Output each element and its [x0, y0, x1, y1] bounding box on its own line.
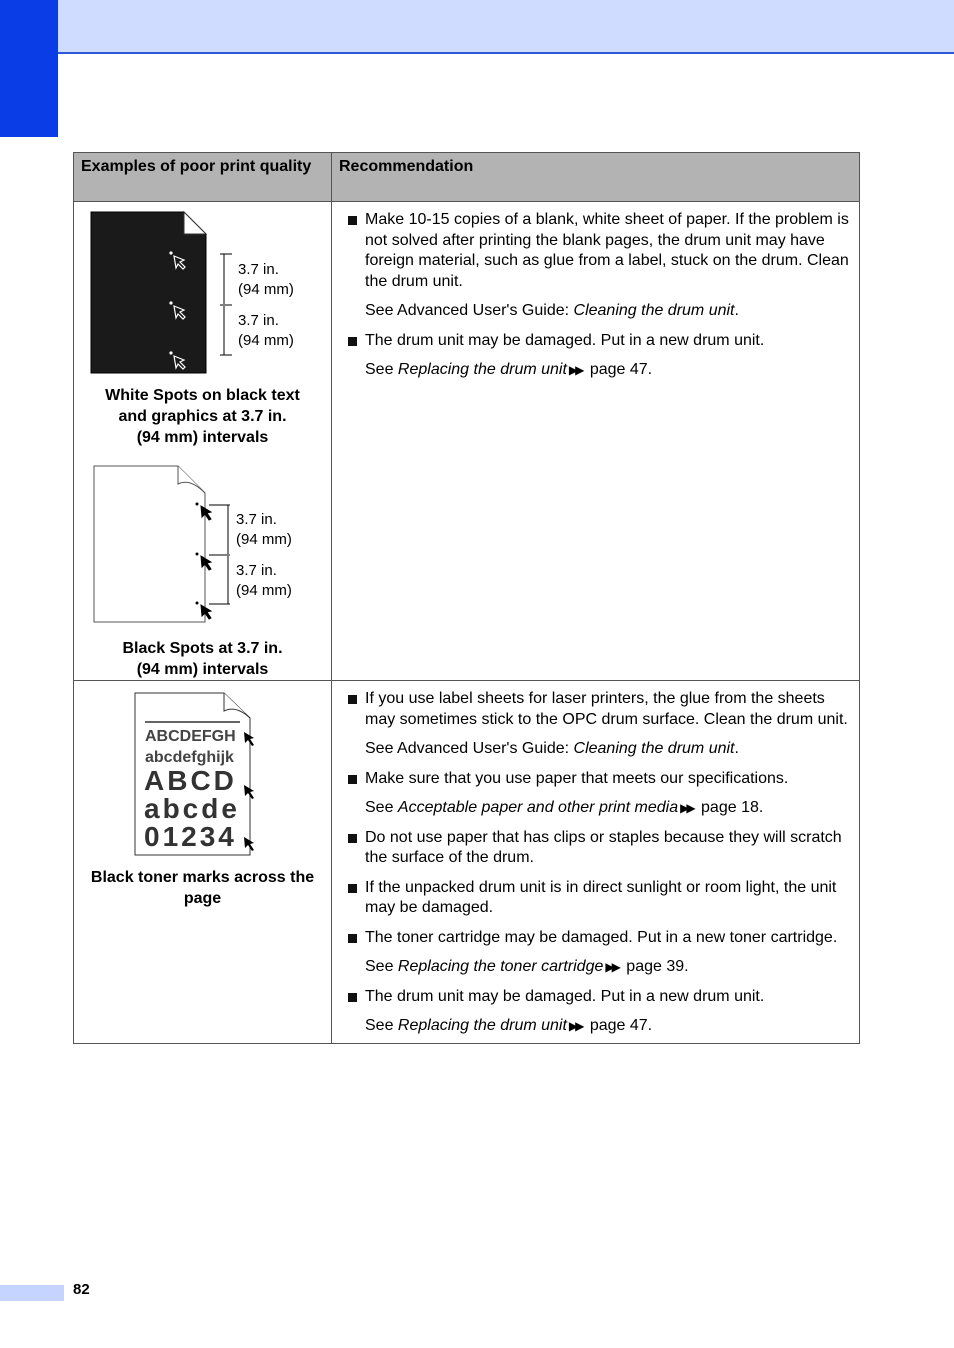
- page-reference[interactable]: page 47.: [589, 361, 653, 378]
- caption-line: and graphics at 3.7 in.: [118, 408, 287, 425]
- footer-bar: [0, 1285, 64, 1301]
- caption-line: page: [183, 890, 222, 907]
- see-reference: [346, 957, 849, 978]
- examples-cell: [74, 681, 332, 1044]
- header-examples: Examples of poor print quality: [74, 153, 332, 202]
- see-text: See Advanced User's Guide:: [365, 740, 574, 757]
- reference-link[interactable]: Replacing the toner cartridge: [397, 958, 604, 975]
- caption-line: (94 mm) intervals: [136, 661, 269, 678]
- list-item: Make sure that you use paper that meets our specifications.: [346, 769, 849, 790]
- list-item: If you use label sheets for laser printers, the glue from the sheets may sometimes stick to the OPC drum surface. Clean the drum unit.: [346, 689, 849, 730]
- see-text: See: [365, 958, 398, 975]
- sample-text: 01234: [144, 821, 237, 852]
- table-header-row: [74, 153, 860, 202]
- caption-line: Black toner marks across the: [90, 869, 315, 886]
- double-arrow-icon: ▶▶: [680, 801, 693, 815]
- dimension-lines: [220, 254, 232, 355]
- toner-marks-illustration: [74, 681, 315, 861]
- dimension-label: 3.7 in.: [238, 312, 279, 329]
- list-item: The drum unit may be damaged. Put in a new drum unit.: [346, 987, 849, 1008]
- dimension-label: 3.7 in.: [238, 261, 279, 278]
- dimension-label: (94 mm): [236, 582, 292, 599]
- caption-line: (94 mm) intervals: [136, 429, 269, 446]
- sample-text: ABCD: [144, 765, 237, 796]
- table-row: [74, 681, 860, 1044]
- dimension-lines: [209, 505, 230, 604]
- dimension-label: (94 mm): [238, 332, 294, 349]
- examples-cell: [74, 202, 332, 681]
- see-reference: [346, 301, 849, 322]
- caption-line: Black Spots at 3.7 in.: [122, 640, 283, 657]
- black-spots-illustration: [74, 462, 315, 632]
- see-text: See: [365, 1017, 398, 1034]
- double-arrow-icon: ▶▶: [568, 363, 582, 377]
- recommendation-cell: [332, 681, 860, 1044]
- recommendation-cell: [332, 202, 860, 681]
- see-reference: [346, 1016, 849, 1037]
- dimension-label: (94 mm): [236, 531, 292, 548]
- reference-link[interactable]: Cleaning the drum unit: [573, 302, 735, 319]
- see-text: .: [734, 302, 739, 319]
- dimension-label: (94 mm): [238, 281, 294, 298]
- see-text: See Advanced User's Guide:: [365, 302, 574, 319]
- reference-link[interactable]: Replacing the drum unit: [397, 1017, 567, 1034]
- chapter-tab: [0, 0, 58, 137]
- double-arrow-icon: ▶▶: [568, 1019, 582, 1033]
- print-quality-table: [73, 152, 860, 1044]
- sample-text: abcdefghijk: [145, 749, 234, 766]
- list-item: Make 10-15 copies of a blank, white sheet of paper. If the problem is not solved after printing the blank pages, the drum unit may have foreign material, such as glue from a label, stuck on the drum. Clean the drum unit.: [346, 210, 849, 292]
- see-text: .: [734, 740, 739, 757]
- reference-link[interactable]: Replacing the drum unit: [397, 361, 567, 378]
- page-number: 82: [73, 1281, 90, 1298]
- caption-black-spots: [74, 638, 331, 680]
- caption-line: White Spots on black text: [105, 387, 300, 404]
- list-item: Do not use paper that has clips or staples because they will scratch the surface of the drum.: [346, 828, 849, 869]
- header-recommendation: Recommendation: [332, 153, 860, 202]
- see-reference: [346, 739, 849, 760]
- see-reference: [346, 360, 849, 381]
- table-row: [74, 202, 860, 681]
- reference-link[interactable]: Cleaning the drum unit: [573, 740, 735, 757]
- reference-link[interactable]: Acceptable paper and other print media: [397, 799, 679, 816]
- caption-toner-marks: [74, 867, 331, 909]
- list-item: The toner cartridge may be damaged. Put in a new toner cartridge.: [346, 928, 849, 949]
- page-reference[interactable]: page 47.: [589, 1017, 653, 1034]
- list-item: The drum unit may be damaged. Put in a new drum unit.: [346, 331, 849, 352]
- double-arrow-icon: ▶▶: [605, 960, 618, 974]
- header-band: [0, 0, 954, 54]
- see-text: See: [365, 361, 398, 378]
- white-spots-illustration: [74, 202, 315, 377]
- see-reference: [346, 798, 849, 819]
- caption-white-spots: [74, 385, 331, 448]
- page-reference[interactable]: page 39.: [626, 958, 689, 975]
- dimension-label: 3.7 in.: [236, 562, 277, 579]
- see-text: See: [365, 799, 398, 816]
- list-item: If the unpacked drum unit is in direct sunlight or room light, the unit may be damaged.: [346, 878, 849, 919]
- sample-text: ABCDEFGH: [145, 728, 236, 745]
- sample-text: abcde: [144, 793, 240, 824]
- dimension-label: 3.7 in.: [236, 511, 277, 528]
- page-reference[interactable]: page 18.: [701, 799, 764, 816]
